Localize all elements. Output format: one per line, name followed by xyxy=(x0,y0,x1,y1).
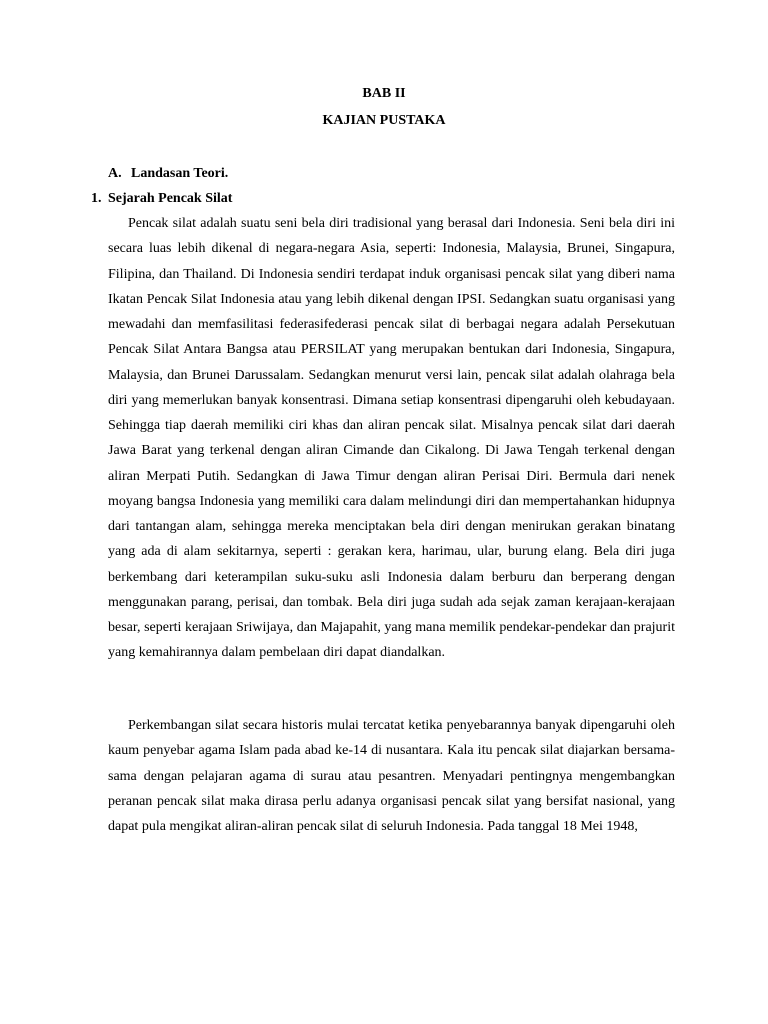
subsection-heading xyxy=(91,190,232,208)
chapter-title: KAJIAN PUSTAKA xyxy=(322,113,446,128)
subsection-marker: 1. xyxy=(91,191,102,206)
section-title: Landasan Teori. xyxy=(131,166,229,181)
chapter-number: BAB II xyxy=(362,86,406,101)
section-marker: A. xyxy=(108,166,122,181)
section-heading xyxy=(108,165,228,183)
body-paragraph: Perkembangan silat secara historis mulai tercatat ketika penyebarannya banyak dipengaruhi oleh kaum penyebar agama Islam pada abad ke-14 di nusantara. Kala itu pencak silat diajarkan bersama-sama dengan pelajaran agama di surau atau pesantren. Menyadari pentingnya mengembangkan peranan pencak silat maka dirasa perlu adanya organisasi pencak silat yang bersifat nasional, yang dapat pula mengikat aliran-aliran pencak silat di seluruh Indonesia. Pada tanggal 18 Mei 1948, xyxy=(108,718,675,834)
subsection-title: Sejarah Pencak Silat xyxy=(108,191,233,206)
body-paragraph-block-2 xyxy=(108,713,675,839)
body-paragraph: Pencak silat adalah suatu seni bela diri tradisional yang berasal dari Indonesia. Seni bela diri ini secara luas lebih dikenal di negara-negara Asia, seperti: Indonesia, Malaysia, Brunei, Singapura, Filipina, dan Thailand. Di Indonesia sendiri terdapat induk organisasi pencak silat yang diberi nama Ikatan Pencak Silat Indonesia atau yang lebih dikenal dengan IPSI. Sedangkan suatu organisasi yang mewadahi dan memfasilitasi federasifederasi pencak silat di berbagai negara adalah Persekutuan Pencak Silat Antara Bangsa atau PERSILAT yang merupakan bentukan dari Indonesia, Singapura, Malaysia, dan Brunei Darussalam. Sedangkan menurut versi lain, pencak silat adalah olahraga bela diri yang memerlukan banyak konsentrasi. Dimana setiap konsentrasi dipengaruhi oleh kebudayaan. Sehingga tiap daerah memiliki ciri khas dan aliran pencak silat. Misalnya pencak silat dari daerah Jawa Barat yang terkenal dengan aliran Cimande dan Cikalong. Di Jawa Tengah terkenal dengan aliran Merpati Putih. Sedangkan di Jawa Timur dengan aliran Perisai Diri. Bermula dari nenek moyang bangsa Indonesia yang memiliki cara dalam melindungi diri dan mempertahankan hidupnya dari tantangan alam, sehingga mereka menciptakan bela diri dengan menirukan gerakan binatang yang ada di alam sekitarnya, seperti : gerakan kera, harimau, ular, burung elang. Bela diri juga berkembang dari keterampilan suku-suku asli Indonesia dalam berburu dan berperang dengan menggunakan parang, perisai, dan tombak. Bela diri juga sudah ada sejak zaman kerajaan-kerajaan besar, seperti kerajaan Sriwijaya, dan Majapahit, yang mana memilik pendekar-pendekar dan prajurit yang kemahirannya dalam pembelaan diri dapat diandalkan. xyxy=(108,216,675,661)
body-paragraph-block-1 xyxy=(108,211,675,666)
